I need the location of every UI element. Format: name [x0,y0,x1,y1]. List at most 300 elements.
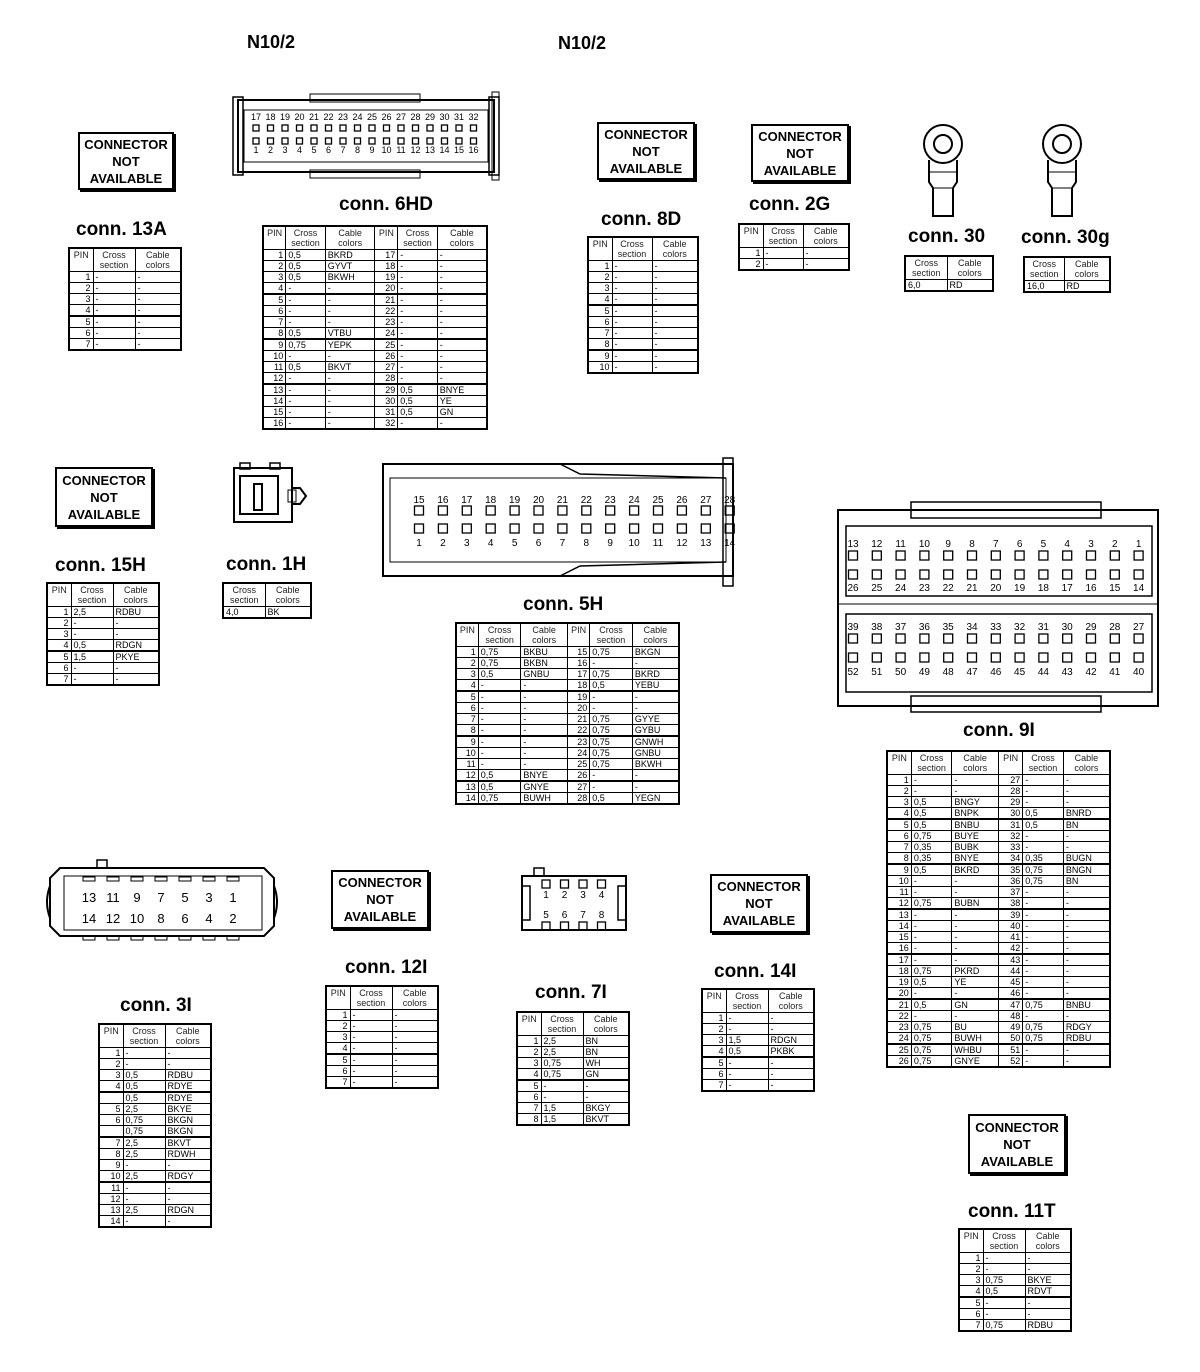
pin-label: 1 [229,890,237,905]
table-row [887,921,1110,932]
cell: 7 [702,1080,726,1092]
cell: GNYE [952,1056,999,1068]
cell: - [71,629,113,640]
pin-cavity [1110,570,1119,579]
cell: - [911,932,952,943]
cell: - [1023,988,1064,1000]
table-row [887,842,1110,853]
table-row [99,1171,211,1183]
cell: - [113,674,159,686]
cell: - [478,714,521,725]
cell: - [952,876,999,887]
table-row [702,1057,814,1069]
table-row [905,280,993,292]
pin-cavity [1134,551,1143,560]
cell: BKYE [165,1104,211,1115]
cell: - [521,725,568,737]
cell: - [71,674,113,686]
table-row [959,1320,1071,1332]
pin-cavity [384,138,390,144]
cell: 17 [375,250,398,261]
cell: PKBK [768,1046,814,1058]
cell: 0,5 [590,680,633,692]
table-row [887,853,1110,865]
cell: - [763,248,803,259]
cell: 4 [588,294,612,306]
cell: 6,0 [905,280,947,292]
pin-label: 18 [1037,583,1049,594]
cell: - [1023,954,1064,966]
cell [99,1126,123,1138]
cell: 2 [739,259,763,271]
cell: - [652,261,698,272]
na-box-15H: CONNECTOR NOT AVAILABLE [55,467,153,527]
cell: RD [1064,281,1110,293]
cell: - [911,921,952,932]
cell: 0,75 [911,1044,952,1056]
cell: 0,5 [286,272,325,283]
cell: GYYE [632,714,679,725]
cell: - [350,1032,392,1043]
table-row [739,259,849,271]
cell: - [583,1080,629,1092]
cell: 7 [99,1137,123,1149]
cell: 6 [69,328,93,339]
cell: - [768,1069,814,1080]
cell: 0,5 [478,770,521,782]
table-row [69,283,181,294]
cell: 2 [588,272,612,283]
pin-cavity [415,506,424,515]
header-colors: Cable colors [632,623,679,647]
table-row [263,272,487,283]
table-row [69,316,181,328]
header-pin: PIN [263,226,286,250]
cell: 4 [263,283,286,295]
cell: - [521,736,568,748]
table-row [99,1126,211,1138]
cell: - [350,1054,392,1066]
pin-cavity [415,524,424,533]
pin-label: 4 [296,145,303,155]
cell: - [437,351,487,362]
cell: 0,75 [1023,864,1064,876]
pin-label: 8 [969,539,975,550]
cell: 2 [887,786,911,797]
pin-cavity [442,138,448,144]
cell: 16,0 [1024,281,1064,293]
cell: - [478,736,521,748]
pin-cavity [1110,653,1119,662]
cell: - [398,294,437,306]
pin-label: 11 [652,538,664,549]
cell: - [398,418,437,430]
cell: GN [952,999,999,1011]
cell: - [1023,1056,1064,1068]
cell: 8 [456,725,478,737]
cell: - [93,339,135,351]
pin-cavity [561,880,569,888]
cell: BKVT [325,362,375,373]
pin-label: 1 [416,538,422,549]
cell: 3 [588,283,612,294]
cell: 13 [99,1205,123,1216]
cell: - [652,305,698,317]
pin-cavity [253,125,259,131]
table-row [99,1149,211,1160]
table-row [99,1081,211,1093]
cell: - [652,362,698,374]
pin-cavity [1110,551,1119,560]
header-cross: Cross section [612,237,652,261]
cell: BKRD [632,669,679,680]
header-cross: Cross section [911,751,952,775]
cell: 35 [998,864,1022,876]
cell: BKRD [325,250,375,261]
pin-label: 8 [598,910,605,921]
cell: 0,5 [286,250,325,261]
table-row [263,306,487,317]
table-row [99,1216,211,1228]
cell: - [1023,932,1064,943]
pin-cavity [268,138,274,144]
pin-cavity [1039,653,1048,662]
header-cross: Cross section [905,256,947,280]
cell: BNRD [1063,808,1110,820]
cell: - [1063,909,1110,921]
table-row [456,793,679,805]
cell: 0,75 [590,736,633,748]
table-row [326,1077,438,1089]
pin-label: 9 [369,145,375,155]
pin-label: 22 [942,583,954,594]
pin-label: 33 [990,622,1002,633]
cell: 46 [998,988,1022,1000]
header-colors: Cable colors [952,751,999,775]
cell: 24 [375,328,398,340]
cell: 1 [69,272,93,283]
table-row [99,1194,211,1205]
cell: 0,75 [1023,1022,1064,1033]
cell: - [325,317,375,328]
pin-cavity [442,125,448,131]
cell: 7 [69,339,93,351]
cell: 5 [959,1297,983,1309]
table-row [887,988,1110,1000]
pin-label: 3 [580,890,586,901]
table-12i [325,985,439,1089]
pin-cavity [579,880,587,888]
pin-cavity [510,506,519,515]
cell: 2,5 [123,1137,165,1149]
cell: 2,5 [123,1171,165,1183]
cell: BNYE [952,853,999,865]
cell: - [398,328,437,340]
cell: 6 [959,1309,983,1320]
header-cross: Cross section [1024,257,1064,281]
cell: 0,5 [983,1286,1025,1298]
cell: YE [437,396,487,407]
pin-cavity [1039,634,1048,643]
cell: - [583,1092,629,1103]
header-pin: PIN [375,226,398,250]
cell: 5 [456,691,478,703]
pin-cavity [534,524,543,533]
cell: 28 [375,373,398,385]
pin-label: 14 [439,145,450,155]
cell: 6 [456,703,478,714]
cell: 13 [456,781,478,793]
table-row [959,1309,1071,1320]
cell: 51 [998,1044,1022,1056]
pin-cavity [340,125,346,131]
cell: - [478,725,521,737]
cell: 19 [567,691,589,703]
cell: - [350,1010,392,1021]
pin-label: 4 [1064,539,1070,550]
pin-cavity [1015,653,1024,662]
cell: 2 [69,283,93,294]
cell: - [612,283,652,294]
cell: 4 [517,1069,541,1081]
table-row [69,294,181,305]
header-cross: Cross section [123,1024,165,1048]
cell: 0,75 [983,1275,1025,1286]
cell: - [521,748,568,759]
connector-9i-drawing [836,500,1162,714]
pin-cavity [438,524,447,533]
table-row [588,261,698,272]
cell: - [632,770,679,782]
pin-cavity [83,877,95,881]
cell: 7 [887,842,911,853]
cell: 5 [517,1080,541,1092]
header-colors: Cable colors [135,248,181,272]
cell: - [983,1253,1025,1264]
cell: - [286,373,325,385]
cell: - [286,351,325,362]
header-pin: PIN [702,989,726,1013]
cell: - [612,317,652,328]
pin-label: 16 [437,495,449,506]
cell: BUGN [1063,853,1110,865]
conn-13a-title: conn. 13A [76,219,167,240]
pin-cavity [849,570,858,579]
table-row [887,999,1110,1011]
cell: BNBU [1063,999,1110,1011]
table-row [887,775,1110,786]
table-row [702,1046,814,1058]
pin-cavity [1134,653,1143,662]
cell: 0,5 [911,977,952,988]
table-row [456,680,679,692]
pin-cavity [542,922,550,930]
cell: 0,75 [123,1126,165,1138]
cell: - [123,1216,165,1228]
cell: 21 [567,714,589,725]
table-6hd [262,225,488,430]
cell: 6 [263,306,286,317]
pin-label: 28 [410,112,421,122]
cell: - [632,781,679,793]
cell: - [325,396,375,407]
cell: - [612,305,652,317]
pin-cavity [598,880,606,888]
cell: 14 [887,921,911,932]
cell: 10 [263,351,286,362]
cell: - [911,786,952,797]
cell: 12 [99,1194,123,1205]
cell: 2,5 [123,1104,165,1115]
pin-label: 14 [724,538,736,549]
pin-cavity [131,877,143,881]
pin-label: 32 [1014,622,1026,633]
pin-label: 2 [1112,539,1118,550]
cell: - [113,663,159,674]
cell: 6 [47,663,71,674]
cell: - [1063,775,1110,786]
cell: 12 [263,373,286,385]
cell: - [763,259,803,271]
cell: - [398,306,437,317]
cell [99,1092,123,1104]
cell: 0,5 [1023,808,1064,820]
pin-label: 3 [1088,539,1094,550]
conn-1h-title: conn. 1H [226,554,307,575]
cell: 0,75 [590,725,633,737]
cell: - [590,691,633,703]
pin-label: 6 [1016,539,1023,550]
cell: - [350,1077,392,1089]
table-row [887,864,1110,876]
table-row [887,932,1110,943]
cell: 0,75 [123,1115,165,1126]
cell: - [437,339,487,351]
table-row [47,651,159,663]
cell: 0,5 [71,640,113,652]
cell: - [392,1054,438,1066]
cell: - [165,1216,211,1228]
table-row [588,294,698,306]
pin-label: 39 [847,622,859,633]
cell: BKVT [583,1114,629,1126]
cell: - [652,272,698,283]
cell: 0,5 [286,328,325,340]
cell: - [768,1013,814,1024]
table-row [99,1160,211,1171]
cell: BNPK [952,808,999,820]
cell: 22 [887,1011,911,1022]
table-row [517,1036,629,1047]
header-pin: PIN [99,1024,123,1048]
table-row [263,351,487,362]
cell: - [590,703,633,714]
cell: 31 [375,407,398,418]
cell: 0,75 [983,1320,1025,1332]
pin-label: 27 [700,495,712,506]
cell: - [768,1080,814,1092]
cell: 6 [588,317,612,328]
header-cross: Cross section [71,583,113,607]
table-row [887,954,1110,966]
cell: 3 [69,294,93,305]
pin-label: 16 [468,145,479,155]
cell: - [612,272,652,283]
cell: - [632,691,679,703]
pin-cavity [920,570,929,579]
cell: 48 [998,1011,1022,1022]
cell: - [952,988,999,1000]
cell: - [165,1160,211,1171]
cell: - [398,317,437,328]
header-cross: Cross section [983,1229,1025,1253]
cell: - [135,316,181,328]
pin-cavity [944,570,953,579]
cell: - [612,339,652,351]
cell: BKBU [521,647,568,658]
table-row [517,1092,629,1103]
pin-label: 25 [366,112,378,122]
cell: RDYE [165,1081,211,1093]
table-row [456,669,679,680]
cell: - [1023,786,1064,797]
cell: 23 [887,1022,911,1033]
cell: 18 [567,680,589,692]
conn-7i-title: conn. 7I [535,982,607,1003]
pin-label: 28 [1109,622,1121,633]
table-row [99,1059,211,1070]
cell: 7 [517,1103,541,1114]
pin-label: 9 [945,539,951,550]
pin-cavity [1134,634,1143,643]
cell: 9 [456,736,478,748]
connector-1h-drawing [226,460,312,526]
cell: 6 [517,1092,541,1103]
cell: 1 [47,607,71,618]
cell: - [911,988,952,1000]
pin-cavity [630,506,639,515]
cell: - [1023,775,1064,786]
cell: 21 [375,294,398,306]
cell: 0,5 [123,1070,165,1081]
cell: 0,5 [478,781,521,793]
cell: 18 [375,261,398,272]
pin-cavity [398,125,404,131]
cell: 0,5 [911,864,952,876]
table-14i [701,988,815,1092]
cell: 47 [998,999,1022,1011]
table-5h [455,622,680,805]
cell: - [135,305,181,317]
pin-label: 13 [424,145,436,155]
cell: - [113,629,159,640]
pin-cavity [427,125,433,131]
cell: 10 [456,748,478,759]
table-row [47,640,159,652]
table-row [456,691,679,703]
pin-label: 51 [871,667,883,678]
cell: - [590,781,633,793]
pin-cavity [558,506,567,515]
pin-label: 19 [509,495,521,506]
table-row [456,736,679,748]
cell: - [521,680,568,692]
cell: - [93,328,135,339]
cell: - [392,1010,438,1021]
pin-cavity [1063,551,1072,560]
cell: - [911,909,952,921]
pin-label: 10 [918,539,930,550]
